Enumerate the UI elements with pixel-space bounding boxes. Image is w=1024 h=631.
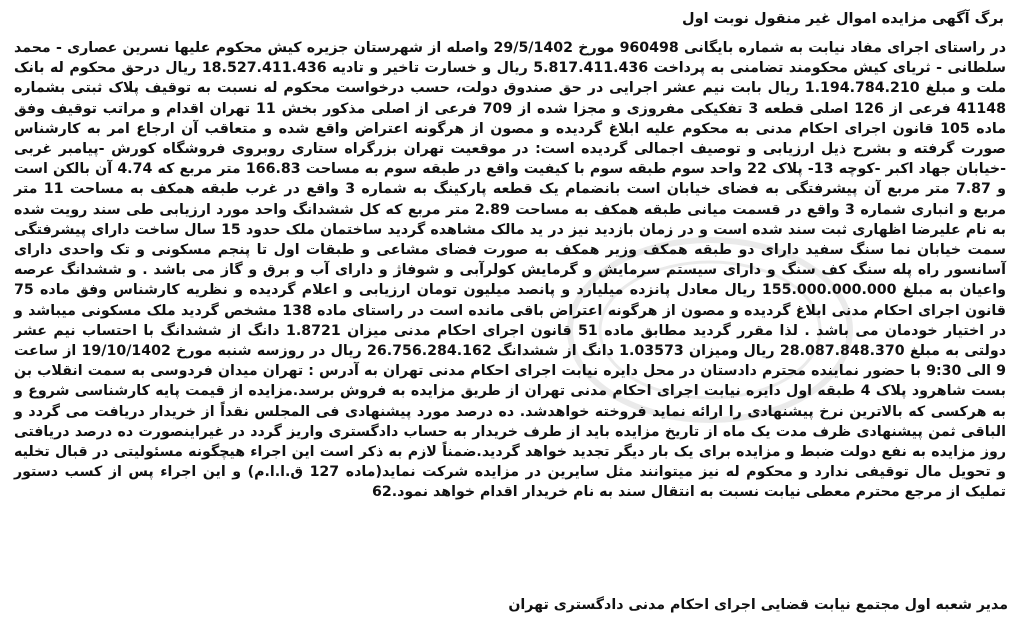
notice-title: برگ آگهی مزایده اموال غیر منقول نوبت اول — [682, 11, 1004, 27]
notice-body: در راستای اجرای مفاد نیابت به شماره بایگانی 960498 مورخ 29/5/1402 واصله از شهرستان جزیره کیش محکوم علیها نسرین عصاری - محمد سلطانی - ثریای کیش محکومند تضامنی به پرداخت 5.817.411.436 ریال و خسارت تاخیر و تادیه 18.527.411.436 ریال درحق محکوم له بانک ملت و مبلغ 1.194.784.210 ریال بابت نیم عشر اجرایی در حق صندوق دولت، حسب درخواست محکوم له نسبت به توقیف پلاک ثبتی بشماره 41148 فرعی از 126 اصلی قطعه 3 تفکیکی مفروزی و مجزا شده از 709 فرعی از اصلی مذکور بخش 11 تهران اقدام و مراتب توقیف وفق ماده 105 قانون اجرای احکام مدنی به محکوم علیه ابلاغ گردیده و مصون از هرگونه اعتراض واقع شده و متعاقب آن ارجاع امر به کارشناس صورت گرفته و بشرح ذیل ارزیابی و توصیف اجمالی گردیده است: در موقعیت تهران بزرگراه ستاری روبروی فروشگاه کورش -پیامبر غربی -خیابان جهاد اکبر -کوچه 13- پلاک 22 واحد سوم طبقه سوم با کیفیت واقع در طبقه سوم به مساحت 166.83 متر مربع که 4.74 آن بالکن است و 7.87 متر مربع آن پیشرفتگی به فضای خیابان است بانضمام یک قطعه پارکینگ به شماره 3 واقع در غرب طبقه همکف به مساحت 11 متر مربع و انباری شماره 3 واقع در قسمت میانی طبقه همکف به مساحت 2.89 متر مربع که کل ششدانگ واحد مورد ارزیابی طی سند رویت شده به نام علیرضا اظهاری ثبت سند شده است و در زمان بازدید نیز در ید مالک مشاهده گردید ساختمان ملک حدود 15 سال ساخت دارای پیشرفتگی سمت خیابان نما سنگ سفید دارای دو طبقه همکف وزیر همکف به صورت فضای مشاعی و طبقات اول تا پنجم مسکونی و تک واحدی دارای آسانسور راه پله سنگ کف سنگ و دارای سیستم سرمایش و گرمایش کولرآبی و شوفاژ و دارای آب و برق و گاز می باشد . و ششدانگ عرصه واعیان به مبلغ 155.000.000.000 ریال معادل پانزده میلیارد و پانصد میلیون تومان ارزیابی و اعلام گردیده و نظریه کارشناس وفق ماده 75 قانون اجرای احکام مدنی ابلاغ گردیده و مصون از هرگونه اعتراض باقی مانده است در راستای ماده 138 مشخص گردید ملک مسکونی میباشد و در اختیار خودمان می باشد . لذا مقرر گردید مطابق ماده 51 قانون اجرای احکام مدنی میزان 1.8721 دانگ از ششدانگ با احتساب نیم عشر دولتی به مبلغ 28.087.848.370 ریال ومیزان 1.03573 دانگ از ششدانگ 26.756.284.162 ریال در روزسه شنبه مورخ 19/10/1402 از ساعت 9 الی 9:30 با حضور نماینده محترم دادستان در محل دایره نیابت اجرای احکام مدنی تهران به آدرس : تهران میدان فردوسی به سمت انقلاب بن بست شاهرود پلاک 4 طبقه اول دایره نیابت اجرای احکام مدنی تهران از طریق مزایده به فروش برسد.مزایده از قیمت پایه کارشناسی شروع و به هرکسی که بالاترین نرخ پیشنهادی را ارائه نماید فروخته خواهدشد. ده درصد مورد پیشنهادی فی المجلس نقداً از خریدار دریافت می گردد و الباقی ثمن پیشنهادی ظرف مدت یک ماه از تاریخ مزایده باید از طرف خریدار به حساب دادگستری واریز گردد در غیراینصورت ده درصد دریافتی روز مزایده به نفع دولت ضبط و مزایده برای یک بار دیگر تجدید خواهد گردید.ضمناً لازم به ذکر است این اجراء هیچگونه مسئولیتی در قبال تخلیه و تحویل مال توقیفی ندارد و محکوم له نیز میتوانند مثل سایرین در مزایده شرکت نماید(ماده 127 ق.ا.ا.م) و این اجراء پس از کسب دستور تملیک از مرجع محترم معطی نیابت نسبت به انتقال سند به نام خریدار اقدام خواهد نمود.62 — [14, 40, 1007, 501]
notice-signature: مدیر شعبه اول مجتمع نیابت قضایی اجرای احکام مدنی دادگستری تهران — [508, 597, 1008, 613]
